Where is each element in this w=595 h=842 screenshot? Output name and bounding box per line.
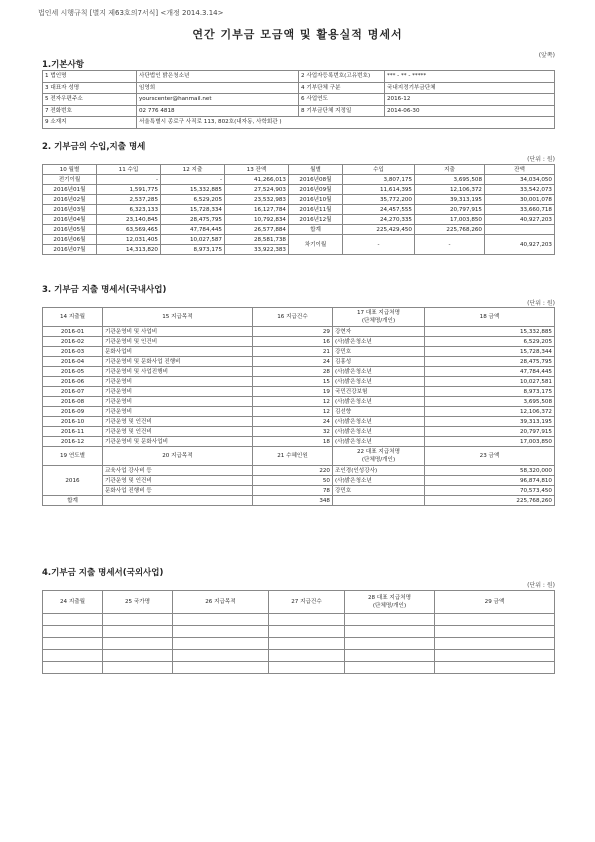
domestic-cell: 기관운영비 및 문화사업비 xyxy=(103,437,253,447)
column-header: 18 금액 xyxy=(425,308,555,327)
section-basic-title: 1.기본사항 xyxy=(42,60,84,70)
domestic-row xyxy=(43,367,555,377)
column-header: 20 지급목적 xyxy=(103,447,253,466)
yearly-row xyxy=(43,476,555,486)
column-header: 29 금액 xyxy=(435,591,555,614)
income-cell: 전기이월 xyxy=(43,175,97,185)
foreign-empty-cell xyxy=(435,662,555,674)
column-header: 12 지출 xyxy=(161,165,225,175)
foreign-empty-cell xyxy=(43,626,103,638)
domestic-cell: 2016-04 xyxy=(43,357,103,367)
basic-row xyxy=(43,82,555,94)
income-cell: 35,772,200 xyxy=(343,195,415,205)
income-cell: 63,569,465 xyxy=(97,225,161,235)
year-cell: 2016 xyxy=(43,466,103,496)
column-header: 23 금액 xyxy=(425,447,555,466)
income-cell: 225,768,260 xyxy=(415,225,485,235)
foreign-empty-row xyxy=(43,638,555,650)
total-label: 합계 xyxy=(43,496,103,506)
domestic-cell: 39,313,195 xyxy=(425,417,555,427)
foreign-empty-row xyxy=(43,662,555,674)
income-cell: 1,591,775 xyxy=(97,185,161,195)
basic-info-table xyxy=(42,70,555,129)
domestic-cell: 2016-11 xyxy=(43,427,103,437)
income-header-row xyxy=(43,165,555,175)
column-header: 26 지급목적 xyxy=(173,591,269,614)
domestic-cell: 기관운영 및 인건비 xyxy=(103,417,253,427)
income-cell: 23,140,845 xyxy=(97,215,161,225)
column-header: 25 국가명 xyxy=(103,591,173,614)
domestic-cell: 12,106,372 xyxy=(425,407,555,417)
foreign-empty-cell xyxy=(173,626,269,638)
basic-label: 5 전자우편주소 xyxy=(43,94,137,106)
income-cell: 8,973,175 xyxy=(161,245,225,255)
income-cell: 41,266,013 xyxy=(225,175,289,185)
domestic-row xyxy=(43,437,555,447)
column-header: 22 대표 지급처명 (단체명/개인) xyxy=(333,447,425,466)
income-cell: 2016년10월 xyxy=(289,195,343,205)
domestic-cell: 15,728,344 xyxy=(425,347,555,357)
income-cell: 28,475,795 xyxy=(161,215,225,225)
domestic-cell: 기관운영비 xyxy=(103,387,253,397)
domestic-cell: 24 xyxy=(253,357,333,367)
foreign-expense-table xyxy=(42,590,555,674)
basic-label: 6 사업연도 xyxy=(299,94,385,106)
foreign-unit: (단위 : 원) xyxy=(527,582,555,589)
domestic-cell: 기관운영 및 인건비 xyxy=(103,427,253,437)
side-note: (앞쪽) xyxy=(538,52,555,59)
foreign-empty-cell xyxy=(173,638,269,650)
total-amount: 225,768,260 xyxy=(425,496,555,506)
domestic-unit: (단위 : 원) xyxy=(527,300,555,307)
income-cell: 27,524,903 xyxy=(225,185,289,195)
domestic-row xyxy=(43,347,555,357)
income-cell: 30,001,078 xyxy=(485,195,555,205)
domestic-cell: 16 xyxy=(253,337,333,347)
domestic-cell: 2016-06 xyxy=(43,377,103,387)
income-row xyxy=(43,175,555,185)
income-row xyxy=(43,225,555,235)
income-row xyxy=(43,235,555,245)
domestic-header-row xyxy=(43,308,555,327)
column-header: 잔액 xyxy=(485,165,555,175)
foreign-empty-row xyxy=(43,626,555,638)
foreign-empty-cell xyxy=(43,638,103,650)
yearly-cell: 기관운영 및 인건비 xyxy=(103,476,253,486)
foreign-empty-cell xyxy=(43,614,103,626)
page-title: 연간 기부금 모금액 및 활용실적 명세서 xyxy=(192,28,403,41)
domestic-row xyxy=(43,377,555,387)
column-header: 10 월별 xyxy=(43,165,97,175)
foreign-empty-cell xyxy=(435,614,555,626)
domestic-cell: (사)밝은청소년 xyxy=(333,397,425,407)
domestic-cell: 18 xyxy=(253,437,333,447)
total-empty xyxy=(103,496,253,506)
yearly-cell: 70,573,450 xyxy=(425,486,555,496)
domestic-cell: 3,695,508 xyxy=(425,397,555,407)
domestic-cell: (사)밝은청소년 xyxy=(333,437,425,447)
income-cell: 6,529,205 xyxy=(161,195,225,205)
income-cell: 3,695,508 xyxy=(415,175,485,185)
income-cell: 33,660,718 xyxy=(485,205,555,215)
foreign-empty-cell xyxy=(103,626,173,638)
basic-row xyxy=(43,117,555,129)
domestic-cell: 기관운영비 xyxy=(103,377,253,387)
yearly-cell: 96,874,810 xyxy=(425,476,555,486)
column-header: 27 지급건수 xyxy=(269,591,345,614)
foreign-empty-cell xyxy=(269,626,345,638)
foreign-empty-cell xyxy=(103,662,173,674)
domestic-cell: 기관운영비 및 사업비 xyxy=(103,327,253,337)
basic-value: *** - ** - ***** xyxy=(385,71,555,83)
yearly-cell: 강민호 xyxy=(333,486,425,496)
domestic-cell: 문화사업비 xyxy=(103,347,253,357)
foreign-empty-cell xyxy=(269,650,345,662)
domestic-cell: 21 xyxy=(253,347,333,357)
income-cell: 합계 xyxy=(289,225,343,235)
domestic-cell: 강현자 xyxy=(333,327,425,337)
income-cell: 6,323,133 xyxy=(97,205,161,215)
basic-label: 7 전화번호 xyxy=(43,105,137,117)
domestic-cell: 김선향 xyxy=(333,407,425,417)
income-cell: 2016년12월 xyxy=(289,215,343,225)
yearly-cell: 교육사업 강사비 등 xyxy=(103,466,253,476)
income-expense-table xyxy=(42,164,555,255)
income-cell: 225,429,450 xyxy=(343,225,415,235)
income-row xyxy=(43,185,555,195)
total-count: 348 xyxy=(253,496,333,506)
basic-row xyxy=(43,105,555,117)
domestic-row xyxy=(43,417,555,427)
foreign-empty-cell xyxy=(173,614,269,626)
basic-label: 1 법인명 xyxy=(43,71,137,83)
domestic-cell: 2016-01 xyxy=(43,327,103,337)
foreign-empty-cell xyxy=(435,650,555,662)
total-row xyxy=(43,496,555,506)
income-cell xyxy=(485,225,555,235)
domestic-cell: 2016-03 xyxy=(43,347,103,357)
foreign-empty-cell xyxy=(269,614,345,626)
income-cell: 2016년08월 xyxy=(289,175,343,185)
income-row xyxy=(43,195,555,205)
foreign-empty-cell xyxy=(435,626,555,638)
carry-over-label: 차기이월 xyxy=(289,235,343,255)
domestic-cell: 28 xyxy=(253,367,333,377)
domestic-cell: 2016-09 xyxy=(43,407,103,417)
yearly-cell: 220 xyxy=(253,466,333,476)
income-cell: - xyxy=(161,175,225,185)
column-header: 21 수혜인원 xyxy=(253,447,333,466)
domestic-cell: 김홍성 xyxy=(333,357,425,367)
domestic-cell: 32 xyxy=(253,427,333,437)
foreign-empty-cell xyxy=(345,662,435,674)
domestic-row xyxy=(43,327,555,337)
column-header: 17 대표 지급처명 (단체명/개인) xyxy=(333,308,425,327)
domestic-cell: 10,027,581 xyxy=(425,377,555,387)
domestic-cell: 강민호 xyxy=(333,347,425,357)
column-header: 28 대표 지급처명 (단체명/개인) xyxy=(345,591,435,614)
column-header: 11 수입 xyxy=(97,165,161,175)
domestic-cell: (사)밝은청소년 xyxy=(333,427,425,437)
income-cell: 10,792,834 xyxy=(225,215,289,225)
income-cell: 2,537,285 xyxy=(97,195,161,205)
income-cell: 11,614,395 xyxy=(343,185,415,195)
basic-row xyxy=(43,71,555,83)
domestic-cell: 12 xyxy=(253,407,333,417)
foreign-empty-cell xyxy=(103,650,173,662)
income-cell: - xyxy=(97,175,161,185)
income-cell: 3,807,175 xyxy=(343,175,415,185)
column-header: 19 연도별 xyxy=(43,447,103,466)
foreign-empty-row xyxy=(43,650,555,662)
domestic-cell: 국민건강보험 xyxy=(333,387,425,397)
income-cell: 40,927,203 xyxy=(485,215,555,225)
income-cell: 24,270,335 xyxy=(343,215,415,225)
income-cell: 2016년03월 xyxy=(43,205,97,215)
basic-row xyxy=(43,94,555,106)
column-header: 13 잔액 xyxy=(225,165,289,175)
income-cell: 2016년07월 xyxy=(43,245,97,255)
income-cell: 23,532,983 xyxy=(225,195,289,205)
column-header: 16 지급건수 xyxy=(253,308,333,327)
income-cell: 14,313,820 xyxy=(97,245,161,255)
income-cell: 26,577,884 xyxy=(225,225,289,235)
basic-value: 국내지정기부금단체 xyxy=(385,82,555,94)
domestic-cell: 15 xyxy=(253,377,333,387)
domestic-cell: 기관운영비 xyxy=(103,407,253,417)
yearly-cell: 50 xyxy=(253,476,333,486)
income-cell: 10,027,587 xyxy=(161,235,225,245)
yearly-cell: 58,320,000 xyxy=(425,466,555,476)
income-unit: (단위 : 원) xyxy=(527,156,555,163)
address-label: 9 소재지 xyxy=(43,117,137,129)
income-cell: 28,581,738 xyxy=(225,235,289,245)
foreign-empty-cell xyxy=(43,650,103,662)
income-row xyxy=(43,215,555,225)
domestic-cell: 기관운영비 및 사업진행비 xyxy=(103,367,253,377)
income-cell: 47,784,445 xyxy=(161,225,225,235)
domestic-cell: 12 xyxy=(253,397,333,407)
basic-value: 2016-12 xyxy=(385,94,555,106)
column-header: 14 지출월 xyxy=(43,308,103,327)
domestic-cell: 17,003,850 xyxy=(425,437,555,447)
domestic-cell: (사)밝은청소년 xyxy=(333,377,425,387)
foreign-empty-cell xyxy=(173,662,269,674)
income-cell: 20,797,915 xyxy=(415,205,485,215)
column-header: 수입 xyxy=(343,165,415,175)
income-cell: 33,542,073 xyxy=(485,185,555,195)
foreign-empty-cell xyxy=(345,626,435,638)
yearly-row xyxy=(43,486,555,496)
total-empty xyxy=(333,496,425,506)
domestic-cell: (사)밝은청소년 xyxy=(333,337,425,347)
domestic-cell: 2016-07 xyxy=(43,387,103,397)
basic-value: 2014-06-30 xyxy=(385,105,555,117)
foreign-empty-cell xyxy=(269,662,345,674)
column-header: 지출 xyxy=(415,165,485,175)
domestic-cell: (사)밝은청소년 xyxy=(333,367,425,377)
form-law-reference: 법인세 시행규칙 [별지 제63호의7서식] <개정 2014.3.14> xyxy=(38,9,224,17)
domestic-cell: 2016-02 xyxy=(43,337,103,347)
foreign-empty-cell xyxy=(345,614,435,626)
domestic-cell: 19 xyxy=(253,387,333,397)
domestic-cell: 기관운영비 xyxy=(103,397,253,407)
domestic-cell: 28,475,795 xyxy=(425,357,555,367)
foreign-empty-cell xyxy=(103,638,173,650)
foreign-empty-cell xyxy=(435,638,555,650)
yearly-cell: 78 xyxy=(253,486,333,496)
basic-value: 사단법인 밝은청소년 xyxy=(137,71,299,83)
income-cell: 2016년09월 xyxy=(289,185,343,195)
column-header: 15 지급목적 xyxy=(103,308,253,327)
section-foreign-title: 4.기부금 지출 명세서(국외사업) xyxy=(42,568,164,578)
carry-over-value: - xyxy=(343,235,415,255)
column-header: 24 지출월 xyxy=(43,591,103,614)
income-cell: 12,031,405 xyxy=(97,235,161,245)
foreign-empty-cell xyxy=(345,650,435,662)
domestic-row xyxy=(43,337,555,347)
income-row xyxy=(43,205,555,215)
basic-value: 02 776 4818 xyxy=(137,105,299,117)
income-cell: 33,922,383 xyxy=(225,245,289,255)
basic-label: 3 대표자 성명 xyxy=(43,82,137,94)
income-cell: 2016년01월 xyxy=(43,185,97,195)
basic-value: 임영희 xyxy=(137,82,299,94)
domestic-cell: 기관운영비 및 문화사업 진행비 xyxy=(103,357,253,367)
income-cell: 17,003,850 xyxy=(415,215,485,225)
income-cell: 2016년04월 xyxy=(43,215,97,225)
foreign-header-row xyxy=(43,591,555,614)
foreign-empty-cell xyxy=(345,638,435,650)
basic-label: 8 기부금단체 지정일 xyxy=(299,105,385,117)
carry-over-value: - xyxy=(415,235,485,255)
yearly-cell: 조인경(인성강사) xyxy=(333,466,425,476)
column-header: 월별 xyxy=(289,165,343,175)
yearly-cell: (사)밝은청소년 xyxy=(333,476,425,486)
income-cell: 15,332,885 xyxy=(161,185,225,195)
income-cell: 2016년06월 xyxy=(43,235,97,245)
income-cell: 24,457,555 xyxy=(343,205,415,215)
yearly-cell: 문화사업 진행비 등 xyxy=(103,486,253,496)
basic-value: yourscenter@hanmail.net xyxy=(137,94,299,106)
income-cell: 2016년05월 xyxy=(43,225,97,235)
income-cell: 39,313,195 xyxy=(415,195,485,205)
basic-label: 4 기부단체 구분 xyxy=(299,82,385,94)
domestic-header-row2 xyxy=(43,447,555,466)
domestic-cell: 2016-08 xyxy=(43,397,103,407)
income-cell: 15,728,334 xyxy=(161,205,225,215)
domestic-cell: 20,797,915 xyxy=(425,427,555,437)
foreign-empty-cell xyxy=(173,650,269,662)
domestic-cell: 2016-05 xyxy=(43,367,103,377)
carry-over-value: 40,927,203 xyxy=(485,235,555,255)
domestic-row xyxy=(43,397,555,407)
domestic-cell: 기관운영비 및 인건비 xyxy=(103,337,253,347)
domestic-cell: 6,529,205 xyxy=(425,337,555,347)
section-income-title: 2. 기부금의 수입,지출 명세 xyxy=(42,142,146,152)
domestic-cell: 47,784,445 xyxy=(425,367,555,377)
domestic-cell: 29 xyxy=(253,327,333,337)
income-cell: 2016년11월 xyxy=(289,205,343,215)
basic-label: 2 사업자등록번호(고유번호) xyxy=(299,71,385,83)
domestic-expense-table xyxy=(42,307,555,506)
domestic-row xyxy=(43,357,555,367)
domestic-row xyxy=(43,427,555,437)
domestic-cell: 2016-12 xyxy=(43,437,103,447)
domestic-cell: 24 xyxy=(253,417,333,427)
foreign-empty-cell xyxy=(269,638,345,650)
foreign-empty-cell xyxy=(103,614,173,626)
domestic-cell: 15,332,885 xyxy=(425,327,555,337)
domestic-row xyxy=(43,407,555,417)
address-value: 서울특별시 종로구 사직로 113, 802호(내자동, 사학회관 ) xyxy=(137,117,555,129)
section-domestic-title: 3. 기부금 지출 명세서(국내사업) xyxy=(42,285,167,295)
domestic-cell: (사)밝은청소년 xyxy=(333,417,425,427)
domestic-row xyxy=(43,387,555,397)
domestic-cell: 8,973,175 xyxy=(425,387,555,397)
domestic-cell: 2016-10 xyxy=(43,417,103,427)
income-cell: 34,034,050 xyxy=(485,175,555,185)
income-cell: 2016년02월 xyxy=(43,195,97,205)
foreign-empty-row xyxy=(43,614,555,626)
income-cell: 12,106,372 xyxy=(415,185,485,195)
foreign-empty-cell xyxy=(43,662,103,674)
yearly-row xyxy=(43,466,555,476)
income-cell: 16,127,784 xyxy=(225,205,289,215)
